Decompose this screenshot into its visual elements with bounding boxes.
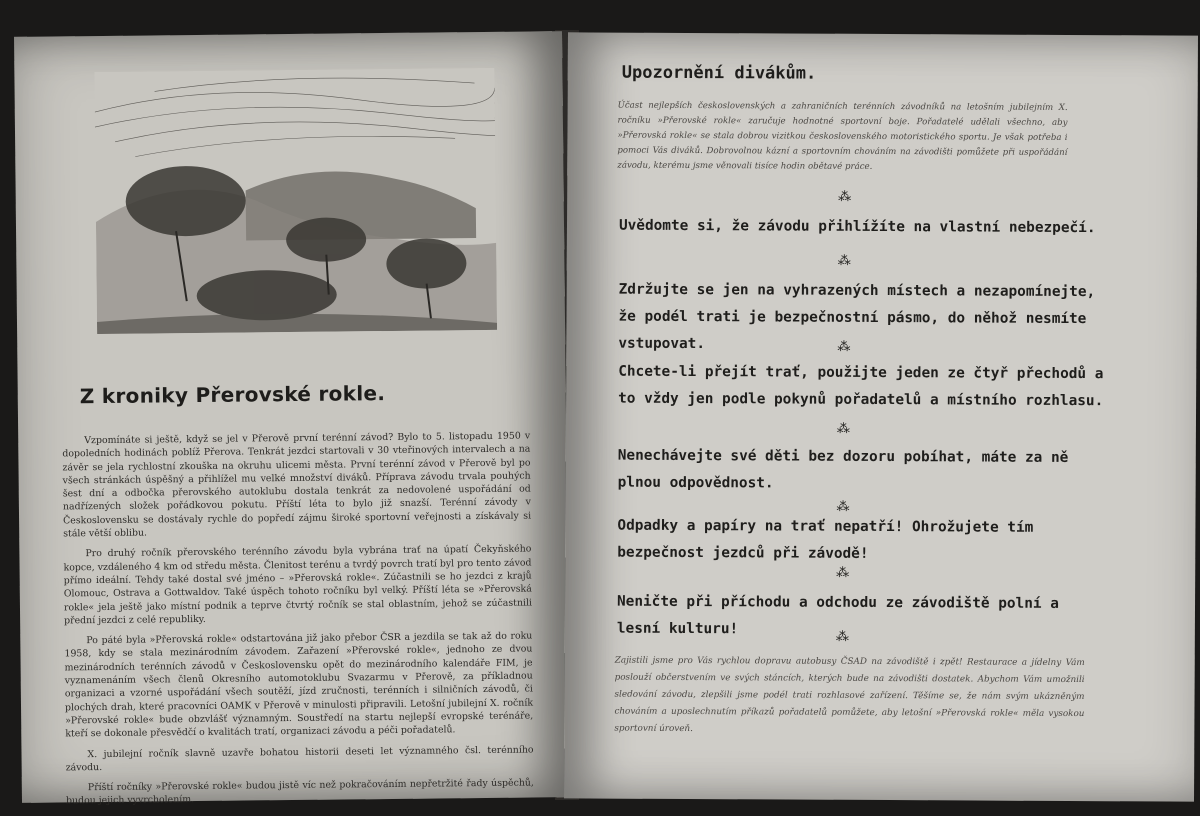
landscape-illustration [94,68,497,334]
separator-glyph: ⁂ [836,565,850,581]
rule-item: Chcete-li přejít trať, použijte jeden ze čtyř přechodů a to vždy jen podle pokynů pořadatelů a místního rozhlasu. [618,363,1104,410]
rule-item: Zdržujte se jen na vyhrazených místech a nezapomínejte, že podél trati je bezpečnostní pásmo, do něhož nesmíte vstupovat. [618,281,1096,353]
right-page [564,32,1198,801]
rule-item: Neničte při příchodu a odchodu ze závodiště polní a lesní kulturu! [616,593,1059,638]
rule-item: Odpadky a papíry na trať nepatří! Ohrožujete tím bezpečnost jezdců při závodě! [617,517,1034,562]
separator-glyph: ⁂ [837,253,851,269]
notice-outro: Zajistili jsme pro Vás rychlou dopravu autobusy ČSAD na závodiště i zpět! Restaurace a jídelny Vám poslouží občerstvením ve svých stáncích, kterých bude na závodišti dostatek. Abychom Vám umožnili sledování závodu, zlepšili jsme podél trati rozhlasové zařízení. Těšíme se, že nám svým ukázněným chováním a uposlechnutím příkazů pořadatelů pomůžete, aby letošní »Přerovská rokle« měla vysokou sportovní úroveň. [614,655,1085,735]
separator-glyph: ⁂ [837,339,851,355]
rule-item: Nenechávejte své děti bez dozoru pobíhat, máte za ně plnou odpovědnost. [617,447,1069,492]
chronicle-paragraph: Vzpomínáte si ještě, když se jel v Přerově první terénní závod? Bylo to 5. listopadu 1950 v dopoledních hodinách poblíž Přerova. Tenkrát jezdci startovali v 30 vteřinových intervalech a na závěr se jela rychlostní zkouška na okruhu ulicemi města. První terénní závod v Přerově byl po všech stránkách úspěšný a přihlížel mu velké množství diváků. Příprava závodu trvala pouhých šest dní a odbočka přerovského autoklubu dostala tenkrát za nedovolené uspořádání od nadřízených složek pořádkovou pokutu. Příští léta to bylo již snazší. Terénní závody v Československu se dostávaly rychle do popředí zájmu široké sportovní veřejnosti a získávaly si stále větší oblibu. [62,430,532,540]
separator-glyph: ⁂ [838,189,852,205]
chronicle-text [62,430,534,816]
chronicle-paragraph: Po páté byla »Přerovská rokle« odstartována již jako přebor ČSR a jezdila se tak až do roku 1958, kdy se stala mezinárodním závodem. Zařazení »Přerovské rokle«, jednoho ze dvou mezinárodních terénních závodů v Československu opět do mezinárodního kalendáře FIM, je vyznamenáním všech členů Okresního automotoklubu Svazarmu v Přerově, za příkladnou organizaci a vzorné uspořádání všech soutěží, jízd zručnosti, terénních i silničních závodů, či plochých drah, které pracovníci OAMK v Přerově v minulosti připravili. Letošní jubilejní X. ročník »Přerovské rokle« bude obzvlášť významným. Soustředí na startu nejlepší evropské terénáře, kteří se dokonale přesvědčí o kvalitách tratí, organizaci závodu a péči pořadatelů. [64,630,534,740]
separator-glyph: ⁂ [835,629,849,645]
separator-glyph: ⁂ [836,421,850,437]
chronicle-heading: Z kroniky Přerovské rokle. [79,381,386,409]
notice-intro: Účast nejlepších československých a zahraničních terénních závodníků na letošním jubilejním X. ročníku »Přerovské rokle« zaručuje hodnotné sportovní boje. Pořadatelé udělali všechno, aby »Přerovská rokle« se stala dobrou vizitkou československého motoristického sportu. Je však potřeba i pomoci Vás diváků. Dobrovolnou kázní a sportovním chováním na závodišti pomůžete při uspořádání závodu, kterému jsme věnovali tisíce hodin obětavé práce. [617,100,1068,172]
chronicle-paragraph: Pro druhý ročník přerovského terénního závodu byla vybrána trať na úpatí Čekyňského kopce, vzdáleného 4 km od středu města. Členitost terénu a tvrdý povrch tratí byl pro tento závod přímo ideální. Tehdy také dostal své jméno – »Přerovská rokle«. Zúčastnili se ho jezdci z krajů Olomouc, Ostrava a Gottwaldov. Také úspěch tohoto ročníku byl velký. Příští léta se »Přerovská rokle« jela ještě jako místní podnik a teprve čtvrtý ročník se stal oblastním, jehož se zúčastnili přední jezdci z celé republiky. [63,543,533,627]
left-page [14,31,570,807]
separator-glyph: ⁂ [836,499,850,515]
chronicle-paragraph: Příští ročníky »Přerovské rokle« budou jistě víc než pokračováním nepřetržité řady úspěchů, budou jejich vyvrcholením. [65,777,534,807]
notice-heading: Upozornění divákům. [621,62,817,84]
rule-item: Uvědomte si, že závodu přihlížíte na vlastní nebezpečí. [618,217,1096,237]
chronicle-paragraph: X. jubilejní ročník slavně uzavře bohatou historii deseti let významného čsl. terénního závodu. [65,744,534,774]
